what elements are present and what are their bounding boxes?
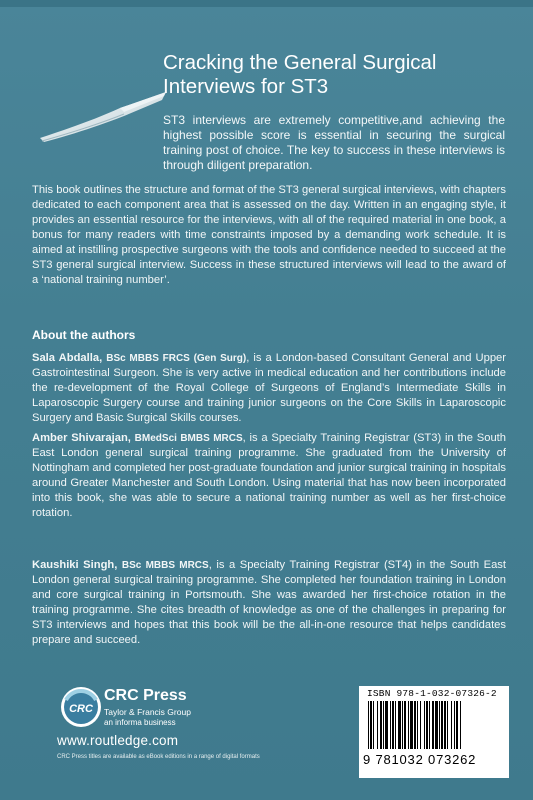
barcode-bar: [451, 701, 452, 749]
publisher-website: www.routledge.com: [57, 733, 179, 748]
barcode-bar: [420, 701, 421, 749]
barcode-bar: [426, 701, 428, 749]
barcode-bar: [370, 701, 372, 749]
barcode-bar: [444, 701, 446, 749]
barcode-bar: [383, 701, 384, 749]
scalpel-icon: [34, 86, 174, 146]
barcode-bar: [380, 701, 382, 749]
title-line-1: Cracking the General Surgical: [163, 51, 437, 74]
barcode-bar: [373, 701, 374, 749]
barcode-number: 9 781032 073262: [363, 752, 477, 767]
barcode-bar: [460, 701, 461, 749]
author-quals: BSc MBBS FRCS (Gen Surg): [106, 353, 247, 364]
barcode-bar: [404, 701, 406, 749]
barcode-bar: [398, 701, 401, 749]
barcode-bar: [368, 701, 369, 749]
book-title: [163, 51, 523, 99]
barcode-bar: [390, 701, 391, 749]
barcode-bar: [432, 701, 434, 749]
barcode-bar: [414, 701, 416, 749]
author-name: Kaushiki Singh,: [32, 559, 118, 571]
author-bio-1: [32, 351, 506, 426]
barcode-bar: [408, 701, 409, 749]
barcode-bar: [410, 701, 413, 749]
author-bio-text: , is a London-based Consultant General and Upper Gastrointestinal Surgeon. She is very active in medical education and her contributions include the re-development of the Royal College of Surgeons of England’s Intermediate Skills in Laparoscopic Surgery course and training junior surgeons on the Core Skills in Laparoscopic Surgery and Basic Surgical Skills courses.: [32, 352, 506, 424]
publisher-group: Taylor & Francis Group: [104, 707, 191, 717]
barcode-icon: [366, 701, 502, 749]
barcode-bar: [429, 701, 430, 749]
author-quals: BSc MBBS MRCS: [121, 560, 209, 571]
barcode-bar: [385, 701, 388, 749]
barcode-bar: [377, 701, 378, 749]
author-bio-3: [32, 558, 506, 648]
barcode-bar: [447, 701, 448, 749]
barcode-bar: [441, 701, 443, 749]
intro-paragraph: ST3 interviews are extremely competitive,and achieving the highest possible score is essential in securing the surgical training post of choice. The key to success in these interviews is through diligent preparation.: [163, 113, 505, 172]
barcode-bar: [392, 701, 394, 749]
barcode-bar: [417, 701, 418, 749]
logo-text: CRC: [69, 703, 93, 715]
barcode-bar: [395, 701, 396, 749]
author-name: Sala Abdalla,: [32, 352, 103, 364]
author-bio-text: , is a Specialty Training Registrar (ST4) in the South East London general surgical training programme. She completed her foundation training in London and core surgical training in Portsmouth. She was awarded her first-choice rotation in the training programme. She cites breadth of knowledge as one of the challenges in preparing for ST3 interviews and hopes that this book will be the all-in-one resource that helps candidates prepare and succeed.: [32, 559, 506, 646]
ebook-note: CRC Press titles are available as eBook editions in a range of digital formats: [57, 754, 260, 760]
description-paragraph: This book outlines the structure and format of the ST3 general surgical interviews, with chapters dedicated to each component area that is assessed on the day. Written in an engaging style, it provides an essential resource for the interviews, with all of the required material in one book, a bonus for many readers with time constraints imposed by a demanding work schedule. It is aimed at instilling prospective surgeons with the tools and confidence needed to succeed at the ST3 general surgical interview. Success in these structured interviews will lead to the award of a ‘national training number’.: [32, 184, 506, 286]
author-bio-2: [32, 431, 506, 521]
author-bio-text: , is a Specialty Training Registrar (ST3) in the South East London general surgical training programme. She graduated from the University of Nottingham and completed her post-graduate foundation and junior surgical training in hospitals around Greater Manchester and South London. Using material that has now been incorporated into this book, she was able to secure a national training number as well as her first-choice rotation.: [32, 432, 506, 519]
crc-press-logo-icon: [60, 686, 102, 728]
barcode-bar: [439, 701, 440, 749]
authors-heading: About the authors: [32, 328, 136, 342]
publisher-business: an informa business: [104, 718, 176, 727]
barcode-bar: [454, 701, 455, 749]
author-quals: BMedSci BMBS MRCS: [134, 433, 243, 444]
barcode-bar: [435, 701, 438, 749]
author-name: Amber Shivarajan,: [32, 432, 131, 444]
title-line-2: Interviews for ST3: [163, 75, 329, 98]
barcode-bar: [424, 701, 425, 749]
isbn-label: ISBN 978-1-032-07326-2: [367, 688, 497, 699]
barcode-bar: [456, 701, 458, 749]
barcode-bar: [402, 701, 403, 749]
top-strip: [0, 0, 533, 7]
publisher-name: CRC Press: [104, 687, 187, 704]
